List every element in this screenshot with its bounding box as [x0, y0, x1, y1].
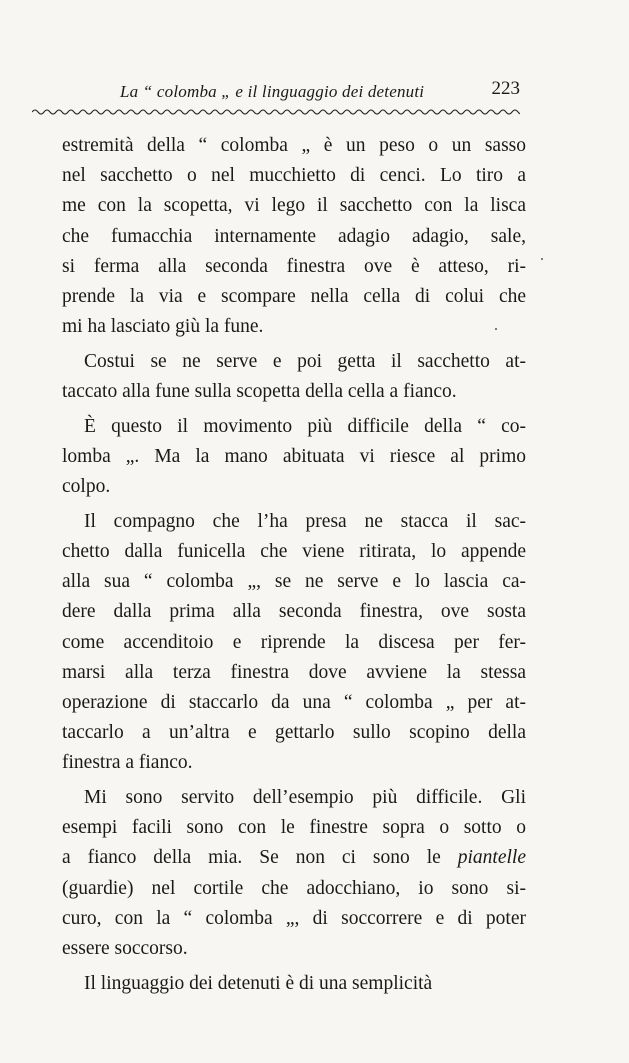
paragraph: [62, 347, 526, 407]
text-line: dere dalla prima alla seconda finestra, ove sosta: [62, 601, 526, 623]
speck: [541, 258, 543, 260]
text-line: (guardie) nel cortile che adocchiano, io sono si-: [62, 877, 526, 899]
paragraph: [62, 969, 526, 999]
page-number: 223: [491, 78, 520, 99]
body-text: [62, 131, 526, 999]
text-line: me con la scopetta, vi lego il sacchetto con la lisca: [62, 195, 526, 217]
text-line: Il linguaggio dei detenuti è di una semplicità: [84, 972, 433, 994]
text-line: taccato alla fune sulla scopetta della cella a fianco.: [62, 381, 457, 402]
paragraph: [62, 412, 526, 503]
paragraph: [62, 783, 526, 964]
paragraph: [62, 507, 526, 779]
text-line: essere soccorso.: [62, 937, 188, 959]
text-line: estremità della “ colomba „ è un peso o un sasso: [62, 135, 526, 156]
text-line: prende la via e scompare nella cella di colui che: [62, 285, 526, 307]
text-line: che fumacchia internamente adagio adagio, sale,: [62, 225, 526, 247]
speck: [495, 328, 497, 330]
running-title: La “ colomba „ e il linguaggio dei detenuti: [120, 82, 425, 101]
text-line: si ferma alla seconda finestra ove è atteso, ri-: [62, 255, 526, 277]
text-line: chetto dalla funicella che viene ritirata, lo appende: [62, 540, 526, 562]
text-line: lomba „. Ma la mano abituata vi riesce al primo: [62, 445, 526, 467]
text-line: alla sua “ colomba „, se ne serve e lo lascia ca-: [62, 571, 526, 593]
text-line: esempi facili sono con le finestre sopra o sotto o: [62, 817, 526, 839]
text-line: Mi sono servito dell’esempio più difficile. Gli: [84, 786, 526, 808]
text-line: a fianco della mia. Se non ci sono le piantelle: [62, 847, 526, 869]
text-line: Costui se ne serve e poi getta il sacchetto at-: [84, 350, 526, 372]
text-line: colpo.: [62, 476, 111, 498]
text-line: taccarlo a un’altra e gettarlo sullo scopino della: [62, 722, 526, 744]
paragraph: [62, 131, 526, 342]
text-line: finestra a fianco.: [62, 752, 193, 774]
text-line: nel sacchetto o nel mucchietto di cenci. Lo tiro a: [62, 165, 526, 187]
text-line: mi ha lasciato giù la fune.: [62, 316, 264, 338]
text-line: Il compagno che l’ha presa ne stacca il sac-: [84, 510, 526, 532]
text-line: È questo il movimento più difficile della “ co-: [84, 415, 526, 437]
text-line: come accenditoio e riprende la discesa per fer-: [62, 631, 526, 653]
text-line: marsi alla terza finestra dove avviene la stessa: [62, 661, 526, 683]
text-line: operazione di staccarlo da una “ colomba „ per at-: [62, 691, 526, 713]
wavy-header-rule: [32, 106, 520, 118]
text-line: curo, con la “ colomba „, di soccorrere e di poter: [62, 907, 526, 929]
